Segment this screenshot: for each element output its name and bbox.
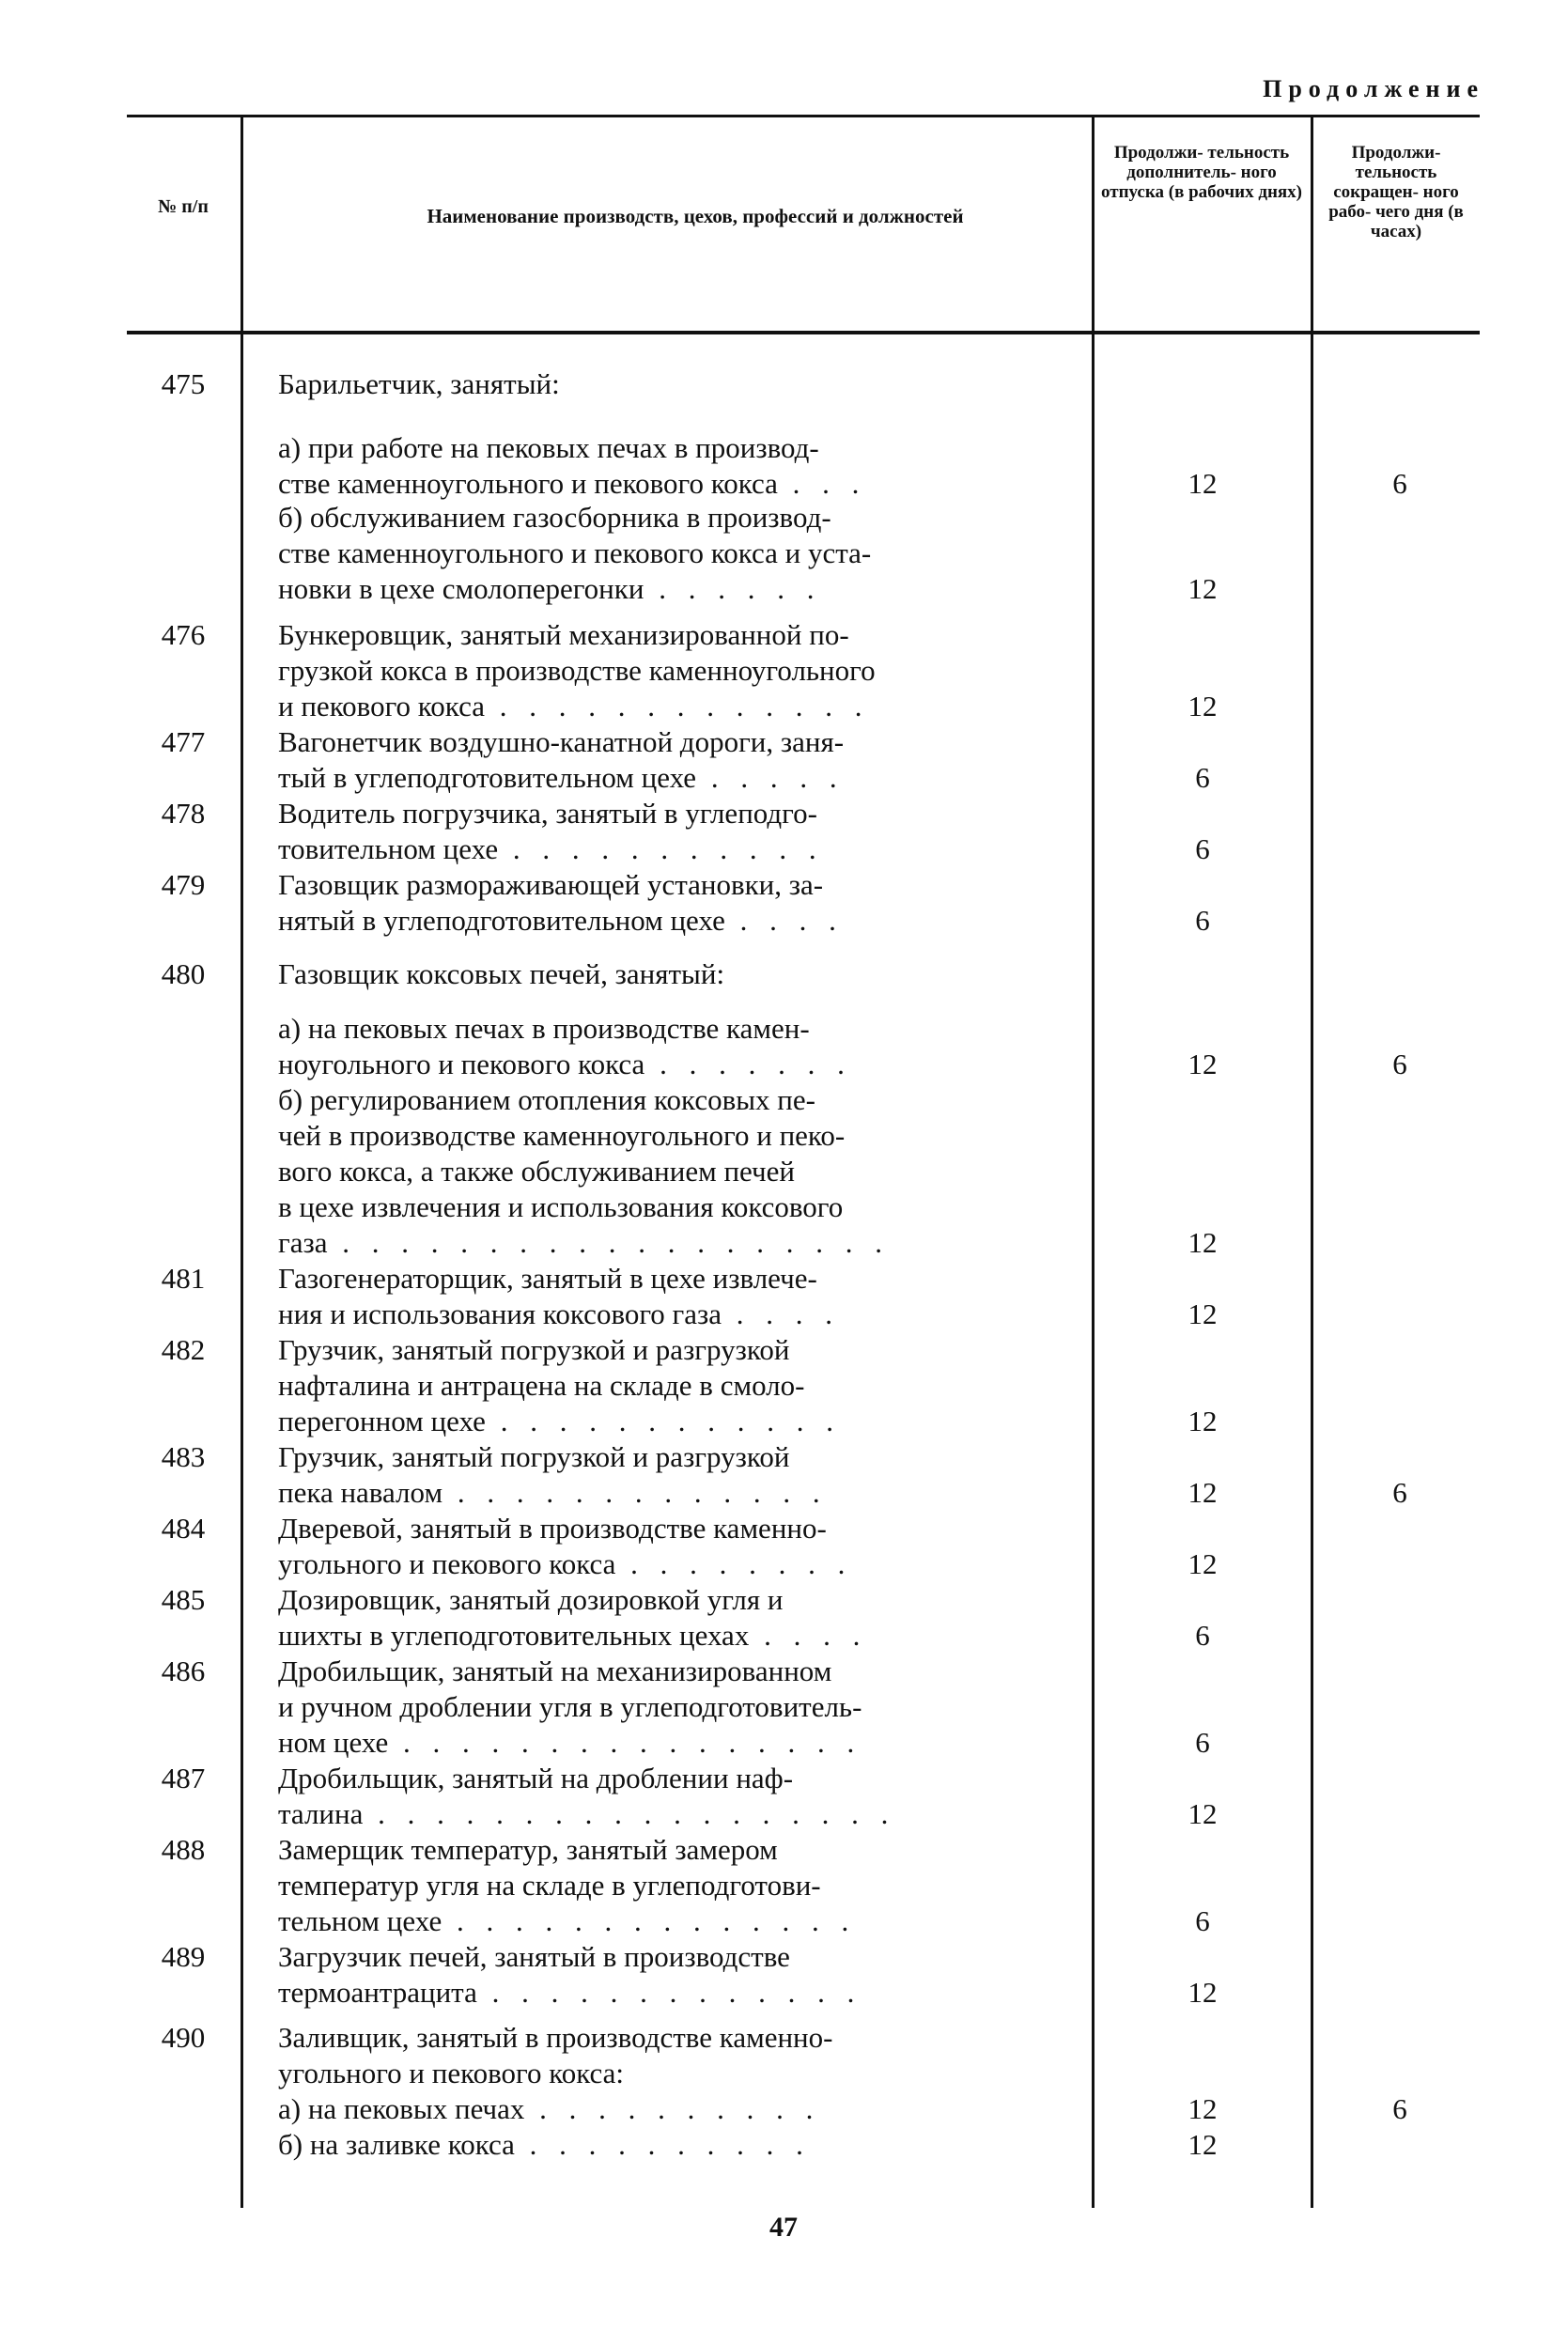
row-label: шихты в углеподготовительных цехах	[278, 1619, 750, 1652]
row-text	[278, 1832, 1080, 1867]
row-text	[278, 2091, 1080, 2126]
row-text	[278, 1154, 1080, 1188]
column-rule-2	[1092, 117, 1094, 2208]
vacation-days-value: 6	[1195, 1619, 1210, 1652]
row-text	[278, 430, 1080, 465]
row-number: 479	[161, 868, 206, 901]
row-text	[278, 1868, 1080, 1903]
row-label: перегонном цехе	[278, 1405, 486, 1437]
row-label: нафталина и антрацена на складе в смоло-	[278, 1369, 805, 1402]
vacation-days-value: 12	[1188, 467, 1218, 500]
row-label: чей в производстве каменноугольного и пеко-	[278, 1119, 846, 1152]
row-text	[278, 366, 1080, 401]
row-text	[278, 1975, 1080, 2010]
row-text	[278, 956, 1080, 991]
row-text	[278, 1047, 1080, 1081]
row-label: б) на заливке кокса	[278, 2128, 515, 2161]
row-text	[278, 1475, 1080, 1510]
dot-leader: . . . . . .	[644, 572, 822, 605]
vacation-days-value: 12	[1188, 1797, 1218, 1830]
row-label: и ручном дроблении угля в углеподготовитель-	[278, 1690, 862, 1723]
row-label: Газовщик размораживающей установки, за-	[278, 868, 824, 901]
dot-leader: . . . .	[749, 1619, 868, 1652]
row-label: Дозировщик, занятый дозировкой угля и	[278, 1583, 784, 1616]
row-text	[278, 2056, 1080, 2090]
row-number: 477	[161, 725, 206, 758]
header-num: № п/п	[158, 196, 209, 217]
row-label: ноугольного и пекового кокса	[278, 1048, 645, 1080]
row-text	[278, 2127, 1080, 2162]
row-label: а) при работе на пековых печах в производ-	[278, 431, 819, 464]
row-label: угольного и пекового кокса	[278, 1547, 616, 1580]
dot-leader: . . . . .	[696, 761, 845, 794]
row-number: 485	[161, 1583, 206, 1616]
dot-leader: . . . . . . . . . . . . . . . .	[388, 1726, 862, 1759]
row-text	[278, 653, 1080, 688]
row-label: Заливщик, занятый в производстве каменно-	[278, 2021, 833, 2054]
row-text	[278, 1618, 1080, 1653]
dot-leader: . . . . . . . . . . .	[498, 832, 824, 865]
row-number: 488	[161, 1833, 206, 1866]
row-text	[278, 724, 1080, 759]
row-label: Барильетчик, занятый:	[278, 367, 560, 400]
row-text	[278, 1225, 1080, 1260]
vacation-days-value: 12	[1188, 1226, 1218, 1259]
column-rule-3	[1311, 117, 1313, 2208]
row-number: 489	[161, 1940, 206, 1973]
row-text	[278, 831, 1080, 866]
row-label: Дверевой, занятый в производстве каменно-	[278, 1512, 827, 1545]
dot-leader: . . . . . . . . . .	[514, 2128, 811, 2161]
row-label: температур угля на складе в углеподготови-	[278, 1869, 821, 1902]
row-text	[278, 1297, 1080, 1331]
row-text	[278, 1654, 1080, 1688]
row-text	[278, 1332, 1080, 1367]
row-text	[278, 1725, 1080, 1760]
vacation-days-value: 6	[1195, 1726, 1210, 1759]
row-text	[278, 1082, 1080, 1117]
row-label: Дробильщик, занятый на механизированном	[278, 1654, 832, 1687]
row-number: 478	[161, 797, 206, 830]
row-label: а) на пековых печах	[278, 2092, 525, 2125]
row-text	[278, 796, 1080, 831]
vacation-days-value: 6	[1195, 1904, 1210, 1937]
dot-leader: . . .	[777, 467, 867, 500]
row-text	[278, 2020, 1080, 2055]
shortened-hours-value: 6	[1392, 467, 1407, 500]
column-rule-1	[241, 117, 243, 2208]
row-label: тый в углеподготовительном цехе	[278, 761, 697, 794]
row-label: Бункеровщик, занятый механизированной по-	[278, 618, 849, 651]
vacation-days-value: 12	[1188, 1405, 1218, 1437]
row-number: 482	[161, 1333, 206, 1366]
dot-leader: . . . . . . . . . . . . . . . . . .	[363, 1797, 896, 1830]
row-text	[278, 1939, 1080, 1974]
row-label: газа	[278, 1226, 328, 1259]
row-text	[278, 466, 1080, 501]
dot-leader: . . . . . . . . . . . .	[485, 1405, 841, 1437]
header-vacation: Продолжи- тельность дополнитель- ного отпуска (в рабочих днях)	[1100, 143, 1303, 202]
row-label: угольного и пекового кокса:	[278, 2057, 625, 2089]
row-text	[278, 536, 1080, 570]
row-text	[278, 1903, 1080, 1938]
dot-leader: . . . . . . . .	[615, 1547, 853, 1580]
row-text	[278, 1761, 1080, 1795]
row-label: Газовщик коксовых печей, занятый:	[278, 957, 725, 990]
vacation-days-value: 6	[1195, 761, 1210, 794]
vacation-days-value: 12	[1188, 1476, 1218, 1509]
row-label: вого кокса, а также обслуживанием печей	[278, 1155, 795, 1188]
row-text	[278, 1261, 1080, 1296]
row-label: Вагонетчик воздушно-канатной дороги, заня-	[278, 725, 845, 758]
header-name: Наименование производств, цехов, профессий и должностей	[427, 205, 964, 227]
row-label: товительном цехе	[278, 832, 499, 865]
row-number: 480	[161, 957, 206, 990]
row-label: новки в цехе смолоперегонки	[278, 572, 644, 605]
row-text	[278, 1368, 1080, 1403]
row-text	[278, 760, 1080, 795]
row-label: и пекового кокса	[278, 690, 485, 722]
row-label: Водитель погрузчика, занятый в углеподго-	[278, 797, 817, 830]
row-text	[278, 1796, 1080, 1831]
vacation-days-value: 12	[1188, 690, 1218, 722]
row-label: б) регулированием отопления коксовых пе-	[278, 1083, 815, 1116]
row-label: Грузчик, занятый погрузкой и разгрузкой	[278, 1440, 790, 1473]
row-label: а) на пековых печах в производстве камен-	[278, 1012, 810, 1045]
row-text	[278, 1118, 1080, 1153]
row-text	[278, 1189, 1080, 1224]
row-label: грузкой кокса в производстве каменноугольного	[278, 654, 876, 687]
row-label: талина	[278, 1797, 364, 1830]
row-label: ния и использования коксового газа	[278, 1297, 722, 1330]
row-text	[278, 500, 1080, 535]
row-text	[278, 1011, 1080, 1046]
row-text	[278, 867, 1080, 902]
row-text	[278, 1511, 1080, 1546]
row-text	[278, 689, 1080, 723]
row-label: Газогенераторщик, занятый в цехе извлече-	[278, 1262, 817, 1295]
row-label: стве каменноугольного и пекового кокса	[278, 467, 778, 500]
row-number: 490	[161, 2021, 206, 2054]
row-label: в цехе извлечения и использования коксового	[278, 1190, 844, 1223]
vacation-days-value: 12	[1188, 1297, 1218, 1330]
vacation-days-value: 12	[1188, 2092, 1218, 2125]
header-shortened: Продолжи- тельность сокращен- ного рабо- чего дня (в часах)	[1328, 143, 1464, 241]
dot-leader: . . . . . . . . . . . . .	[442, 1476, 828, 1509]
shortened-hours-value: 6	[1392, 2092, 1407, 2125]
vacation-days-value: 6	[1195, 904, 1210, 937]
row-label: Замерщик температур, занятый замером	[278, 1833, 778, 1866]
row-number: 475	[161, 367, 206, 400]
row-label: тельном цехе	[278, 1904, 442, 1937]
vacation-days-value: 12	[1188, 1976, 1218, 2009]
row-number: 484	[161, 1512, 206, 1545]
row-label: ном цехе	[278, 1726, 389, 1759]
row-label: Загрузчик печей, занятый в производстве	[278, 1940, 790, 1973]
row-label: пека навалом	[278, 1476, 443, 1509]
row-number: 481	[161, 1262, 206, 1295]
vacation-days-value: 12	[1188, 1048, 1218, 1080]
header-top-rule	[127, 115, 1480, 117]
row-label: Грузчик, занятый погрузкой и разгрузкой	[278, 1333, 790, 1366]
row-number: 476	[161, 618, 206, 651]
row-text	[278, 1582, 1080, 1617]
row-text	[278, 571, 1080, 606]
dot-leader: . . . . . . . . . . . . . .	[442, 1904, 857, 1937]
row-text	[278, 1689, 1080, 1724]
dot-leader: . . . . . . . . . . . . . . . . . . .	[327, 1226, 890, 1259]
vacation-days-value: 12	[1188, 2128, 1218, 2161]
row-text	[278, 1404, 1080, 1438]
dot-leader: . . . . . . . . . . . . .	[476, 1976, 862, 2009]
row-number: 486	[161, 1654, 206, 1687]
header-bottom-rule	[127, 331, 1480, 334]
dot-leader: . . . .	[724, 904, 844, 937]
dot-leader: . . . . . . . . . . . . .	[484, 690, 870, 722]
row-label: термоантрацита	[278, 1976, 477, 2009]
vacation-days-value: 12	[1188, 1547, 1218, 1580]
row-text	[278, 1546, 1080, 1581]
page-number: 47	[769, 2212, 798, 2243]
dot-leader: . . . .	[722, 1297, 841, 1330]
row-number: 487	[161, 1762, 206, 1794]
continued-label: Продолжение	[1263, 75, 1484, 102]
vacation-days-value: 12	[1188, 572, 1218, 605]
row-label: Дробильщик, занятый на дроблении наф-	[278, 1762, 794, 1794]
dot-leader: . . . . . . . . . .	[524, 2092, 821, 2125]
row-text	[278, 903, 1080, 938]
row-text	[278, 1439, 1080, 1474]
row-label: б) обслуживанием газосборника в производ-	[278, 501, 831, 534]
shortened-hours-value: 6	[1392, 1048, 1407, 1080]
vacation-days-value: 6	[1195, 832, 1210, 865]
row-label: нятый в углеподготовительном цехе	[278, 904, 725, 937]
row-label: стве каменноугольного и пекового кокса и уста-	[278, 536, 872, 569]
row-number: 483	[161, 1440, 206, 1473]
dot-leader: . . . . . . .	[644, 1048, 852, 1080]
shortened-hours-value: 6	[1392, 1476, 1407, 1509]
row-text	[278, 617, 1080, 652]
